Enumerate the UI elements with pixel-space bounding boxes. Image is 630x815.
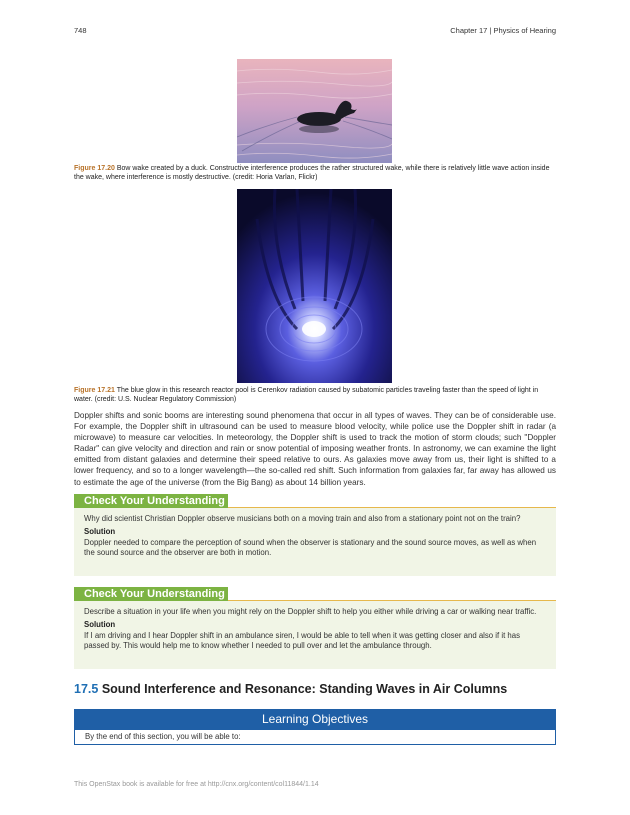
check-understanding-box [74, 508, 556, 576]
duck-wake-image [237, 59, 392, 163]
reactor-pool-image [237, 189, 392, 383]
question-text: Describe a situation in your life when you might rely on the Doppler shift to help you either while driving a car or walking near traffic. [84, 607, 537, 616]
solution-heading: Solution [84, 527, 116, 537]
question-text: Why did scientist Christian Doppler observe musicians both on a moving train and also from a stationary point not on the train? [84, 514, 521, 523]
running-header-chapter: Chapter 17 | Physics of Hearing [450, 26, 556, 35]
doppler-applications-paragraph: Doppler shifts and sonic booms are interesting sound phenomena that occur in all types of waves. They can be of considerable use. For example, the Doppler shift in ultrasound can be used to measure blood velocity, while police use the Doppler shift in radar (a microwave) to measure car velocities. In meteorology, the Doppler shift is used to track the motion of storm clouds; such "Doppler Radar" can give velocity and direction and rain or snow potential of imposing weather fronts. In astronomy, we can examine the light emitted from distant galaxies and determine their speed relative to ours. As galaxies move away from us, their light is shifted to a lower frequency, and so to a longer wavelength—the so-called red shift. Such information from galaxies far, far away has allowed us to estimate the age of the universe (from the Big Bang) as about 14 billion years. [74, 411, 556, 487]
solution-text: Doppler needed to compare the perception of sound when the observer is stationary and the sound source moves, as well as when the sound source and the observer are both in motion. [84, 537, 537, 558]
section-title: Sound Interference and Resonance: Standing Waves in Air Columns [101, 682, 508, 696]
solution-text: If I am driving and I hear Doppler shift in an ambulance siren, I would be able to tell when it was getting closer and also if it has passed by. This would help me to know whether I needed to pull over and let the ambulance through. [84, 630, 520, 651]
learning-objectives-intro: By the end of this section, you will be able to: [74, 730, 556, 745]
figure-caption-text: Bow wake created by a duck. Constructive interference produces the rather structured wake, while there is relatively little wave action inside the wake, where interference is mostly destructive. (credit: Horia Varlan, Flickr) [74, 165, 550, 181]
check-understanding-title: Check Your Understanding [74, 494, 228, 508]
section-heading [74, 682, 507, 696]
page-footer: This OpenStax book is available for free at http://cnx.org/content/col11844/1.14 [74, 781, 319, 788]
cerenkov-reactor-photo [237, 189, 392, 383]
section-number: 17.5 [74, 682, 99, 696]
figure-label: Figure 17.21 [74, 387, 115, 394]
figure-17-21-caption [74, 386, 556, 404]
check-understanding-box [74, 601, 556, 669]
figure-17-20-caption [74, 164, 556, 182]
page-number: 748 [74, 26, 87, 35]
learning-objectives-heading: Learning Objectives [74, 709, 556, 730]
figure-label: Figure 17.20 [74, 165, 115, 172]
solution-heading: Solution [84, 620, 116, 630]
duck-wake-photo [237, 59, 392, 163]
figure-caption-text: The blue glow in this research reactor pool is Cerenkov radiation caused by subatomic particles traveling faster than the speed of light in water. (credit: U.S. Nuclear Regulatory Commission) [74, 387, 539, 403]
check-understanding-title: Check Your Understanding [74, 587, 228, 601]
